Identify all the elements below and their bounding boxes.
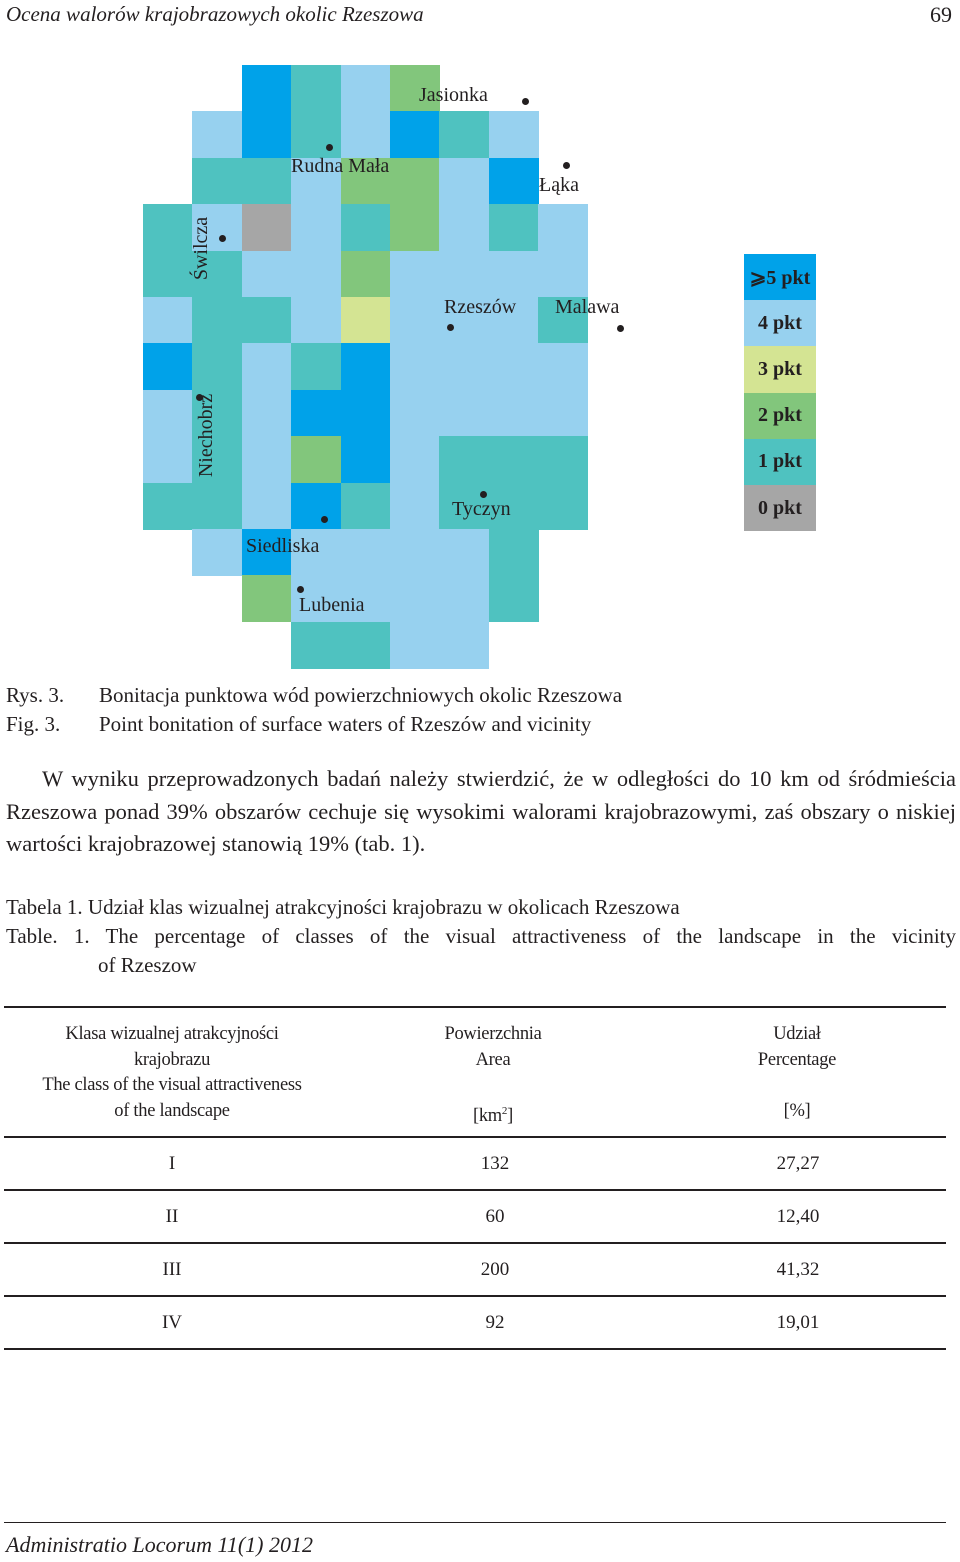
header-percentage-en: Percentage <box>757 1049 837 1070</box>
town-label-swilcza: Świlcza <box>190 216 213 281</box>
town-label-laka: Łąka <box>539 174 579 196</box>
footer-rule <box>4 1522 946 1523</box>
legend-item-4pkt: 4 pkt <box>744 300 816 346</box>
map-cell-1pkt <box>341 204 391 251</box>
map-cell-5pkt <box>242 65 292 112</box>
map-cell-1pkt <box>489 529 539 576</box>
cell-class: II <box>165 1206 179 1227</box>
cell-class: III <box>162 1259 182 1280</box>
map-cell-1pkt <box>291 65 341 112</box>
body-paragraph: W wyniku przeprowadzonych badań należy stwierdzić, że w odległości do 10 km od śródmieścia Rzeszowa ponad 39% obszarów cechuje się wysokimi walorami krajobrazowymi, zaś obszary o niskiej wartości krajobrazowej stanowią 19% (tab. 1). <box>6 766 956 856</box>
map-cell-1pkt <box>192 343 242 390</box>
map-cell-2pkt <box>390 204 440 251</box>
map-cell-1pkt <box>291 343 341 390</box>
map-cell-1pkt <box>538 436 588 483</box>
map-cell-4pkt <box>538 390 588 437</box>
map-cell-4pkt <box>489 390 539 437</box>
map-cell-4pkt <box>143 436 193 483</box>
map-cell-5pkt <box>143 343 193 390</box>
header-percentage <box>697 1022 897 1124</box>
map-cell-5pkt <box>242 111 292 158</box>
map-cell-1pkt <box>489 204 539 251</box>
map-cell-4pkt <box>143 297 193 344</box>
map-cell-4pkt <box>242 343 292 390</box>
legend-item-2pkt: 2 pkt <box>744 393 816 439</box>
map-cell-5pkt <box>489 158 539 205</box>
table-row-rule <box>4 1295 946 1297</box>
map-cell-5pkt <box>291 390 341 437</box>
header-percentage-pl: Udział <box>773 1024 821 1044</box>
map-cell-1pkt <box>291 111 341 158</box>
map-cell-2pkt <box>390 158 440 205</box>
map-cell-4pkt <box>390 343 440 390</box>
journal-footer: Administratio Locorum 11(1) 2012 <box>6 1532 313 1557</box>
map-cell-4pkt <box>439 251 489 298</box>
map-cell-4pkt <box>390 297 440 344</box>
map-cell-4pkt <box>291 251 341 298</box>
map-cell-1pkt <box>192 483 242 530</box>
header-area-en: Area <box>475 1049 511 1070</box>
town-marker-siedliska <box>321 516 328 523</box>
cell-percentage: 41,32 <box>776 1259 820 1280</box>
header-class <box>4 1022 340 1124</box>
map-cell-1pkt <box>489 436 539 483</box>
town-marker-tyczyn <box>480 491 487 498</box>
map-cell-5pkt <box>390 111 440 158</box>
town-label-niechobrz: Niechobrz <box>195 393 218 478</box>
town-marker-rudna-mala <box>326 144 333 151</box>
map-cell-4pkt <box>439 204 489 251</box>
map-cell-4pkt <box>390 622 440 669</box>
map-cell-4pkt <box>390 390 440 437</box>
town-marker-lubenia <box>297 586 304 593</box>
table-row-rule <box>4 1189 946 1191</box>
map-cell-4pkt <box>341 529 391 576</box>
table-caption-pl: Tabela 1. Udział klas wizualnej atrakcyjności krajobrazu w okolicach Rzeszowa <box>6 895 680 919</box>
map-cell-4pkt <box>390 575 440 622</box>
map-cell-4pkt <box>192 111 242 158</box>
map-cell-4pkt <box>242 483 292 530</box>
map-cell-4pkt <box>192 529 242 576</box>
map-cell-4pkt <box>439 622 489 669</box>
map-cell-4pkt <box>538 204 588 251</box>
map-cell-4pkt <box>489 251 539 298</box>
map-cell-4pkt <box>143 390 193 437</box>
map-cell-5pkt <box>341 343 391 390</box>
cell-percentage: 12,40 <box>776 1206 820 1227</box>
legend-item-0pkt: 0 pkt <box>744 485 816 531</box>
map-cell-4pkt <box>489 111 539 158</box>
map-cell-0pkt <box>242 204 292 251</box>
table-row-rule <box>4 1242 946 1244</box>
table-top-rule <box>4 1006 946 1008</box>
town-label-tyczyn: Tyczyn <box>452 498 511 520</box>
map-cell-4pkt <box>242 390 292 437</box>
map-cell-1pkt <box>143 204 193 251</box>
map-cell-1pkt <box>341 483 391 530</box>
header-area-pl: Powierzchnia <box>444 1024 542 1044</box>
map-cell-4pkt <box>439 158 489 205</box>
figure-caption-en-text: Point bonitation of surface waters of Rzeszów and vicinity <box>99 712 592 736</box>
map-cell-4pkt <box>390 251 440 298</box>
map-cell-1pkt <box>439 436 489 483</box>
map-cell-1pkt <box>143 251 193 298</box>
figure-caption-en-label: Fig. 3. <box>6 712 61 736</box>
cell-area: 200 <box>480 1259 510 1280</box>
map-legend <box>744 254 816 531</box>
header-percentage-unit: [%] <box>783 1100 811 1121</box>
map-cell-4pkt <box>439 529 489 576</box>
town-marker-swilcza <box>219 235 226 242</box>
map-cell-1pkt <box>538 483 588 530</box>
map-cell-1pkt <box>192 297 242 344</box>
table-caption-en-cont: of Rzeszow <box>98 953 197 977</box>
town-label-lubenia: Lubenia <box>299 594 365 616</box>
map-cell-4pkt <box>390 483 440 530</box>
map-cell-4pkt <box>291 204 341 251</box>
map-cell-1pkt <box>143 483 193 530</box>
header-class-pl-1: Klasa wizualnej atrakcyjności <box>65 1024 279 1044</box>
legend-item-3pkt: 3 pkt <box>744 346 816 392</box>
cell-area: 132 <box>480 1153 510 1174</box>
map-cell-4pkt <box>390 436 440 483</box>
map-cell-4pkt <box>242 436 292 483</box>
town-label-malawa: Malawa <box>555 296 620 318</box>
map-cell-1pkt <box>291 622 341 669</box>
table-bottom-rule <box>4 1348 946 1350</box>
figure-caption-pl <box>6 683 622 708</box>
map-cell-4pkt <box>538 343 588 390</box>
figure-caption-pl-text: Bonitacja punktowa wód powierzchniowych okolic Rzeszowa <box>99 683 623 707</box>
header-area-unit: $[km^2]$ <box>473 1104 513 1126</box>
map-cell-4pkt <box>489 343 539 390</box>
legend-item-5pkt: ⩾5 pkt <box>744 254 816 300</box>
figure-caption-en <box>6 712 591 737</box>
map-cell-4pkt <box>538 251 588 298</box>
map-cell-2pkt <box>291 436 341 483</box>
town-marker-jasionka <box>522 98 529 105</box>
map-cell-4pkt <box>291 297 341 344</box>
map-cell-4pkt <box>341 65 391 112</box>
map-cell-2pkt <box>242 575 292 622</box>
map-cell-4pkt <box>439 575 489 622</box>
map-cell-3pkt <box>341 297 391 344</box>
map-cell-4pkt <box>242 251 292 298</box>
table-caption-en: Table. 1. The percentage of classes of the visual attractiveness of the landscape in the vicinity <box>6 924 956 948</box>
cell-class: IV <box>161 1312 183 1333</box>
map-cell-4pkt <box>439 390 489 437</box>
map-cell-1pkt <box>242 297 292 344</box>
cell-percentage: 27,27 <box>776 1153 820 1174</box>
cell-area: 92 <box>485 1312 505 1333</box>
town-label-jasionka: Jasionka <box>419 84 488 106</box>
header-class-pl-2: krajobrazu <box>133 1049 211 1070</box>
map-cell-1pkt <box>242 158 292 205</box>
town-label-rzeszow: Rzeszów <box>444 296 517 318</box>
legend-item-1pkt: 1 pkt <box>744 439 816 485</box>
table-header-rule <box>4 1136 946 1138</box>
map-cell-4pkt <box>390 529 440 576</box>
page-number: 69 <box>930 2 952 27</box>
cell-area: 60 <box>485 1206 505 1227</box>
map-cell-1pkt <box>341 622 391 669</box>
map-cell-5pkt <box>341 436 391 483</box>
town-marker-laka <box>563 162 570 169</box>
map-cell-1pkt <box>192 158 242 205</box>
map-cell-1pkt <box>439 111 489 158</box>
header-area <box>393 1022 593 1129</box>
town-label-siedliska: Siedliska <box>246 535 320 557</box>
town-label-rudna-mala: Rudna Mała <box>291 155 390 177</box>
map-cell-2pkt <box>341 251 391 298</box>
header-class-en-1: The class of the visual attractiveness <box>42 1075 302 1095</box>
map-cell-5pkt <box>291 483 341 530</box>
town-marker-malawa <box>617 325 624 332</box>
cell-percentage: 19,01 <box>776 1312 820 1333</box>
map-cell-1pkt <box>489 575 539 622</box>
map-cell-4pkt <box>439 343 489 390</box>
map-cell-5pkt <box>341 390 391 437</box>
header-class-en-2: of the landscape <box>114 1100 230 1121</box>
figure-caption-pl-label: Rys. 3. <box>6 683 65 707</box>
running-title: Ocena walorów krajobrazowych okolic Rzeszowa <box>6 2 424 26</box>
surface-water-map <box>0 0 960 680</box>
map-cell-4pkt <box>341 111 391 158</box>
cell-class: I <box>168 1153 176 1174</box>
town-marker-rzeszow <box>447 324 454 331</box>
